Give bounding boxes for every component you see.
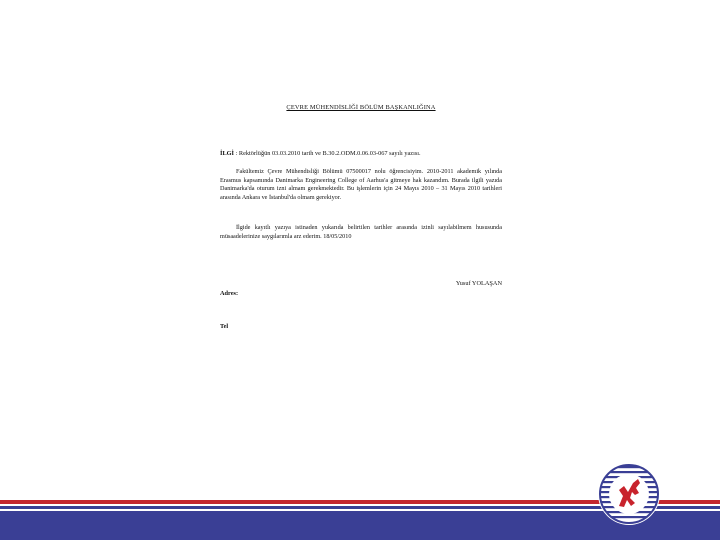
signature-name: Yusuf YOLAŞAN <box>455 280 502 287</box>
university-seal-icon <box>597 462 661 526</box>
paragraph-2: İlgide kayıtlı yazıya istinaden yukarıda belirtilen tarihler arasında izinli sayılabilmem hususunda müsaadelerinize saygılarımla arz ederim. 18/05/2010 <box>220 224 502 240</box>
paragraph-1: Fakültemiz Çevre Mühendisliği Bölümü 07500017 nolu öğrencisiyim. 2010-2011 akademik yılında Erasmus kapsamında Danimarka Engineering College of Aarhus'a gitmeye hak kazandım. Burada ilgili yazıda Danimarka'da oturum izni almam gerekmektedir. Bu işlemlerin için 24 Mayıs 2010 – 31 Mayıs 2010 tarihleri arasında Ankara ve İstanbul'da olmam gerekiyor. <box>220 168 502 201</box>
reference-label: İLGİ <box>220 150 234 157</box>
letter-title: ÇEVRE MÜHENDİSLİĞİ BÖLÜM BAŞKANLIĞINA <box>286 104 436 111</box>
reference-line <box>220 150 502 157</box>
address-label: Adres: <box>220 290 239 297</box>
phone-label: Tel <box>220 323 229 330</box>
reference-text: : Rektörlüğün 03.03.2010 tarih ve B.30.2.ODM.0.06.03-067 sayılı yazısı. <box>235 150 421 157</box>
